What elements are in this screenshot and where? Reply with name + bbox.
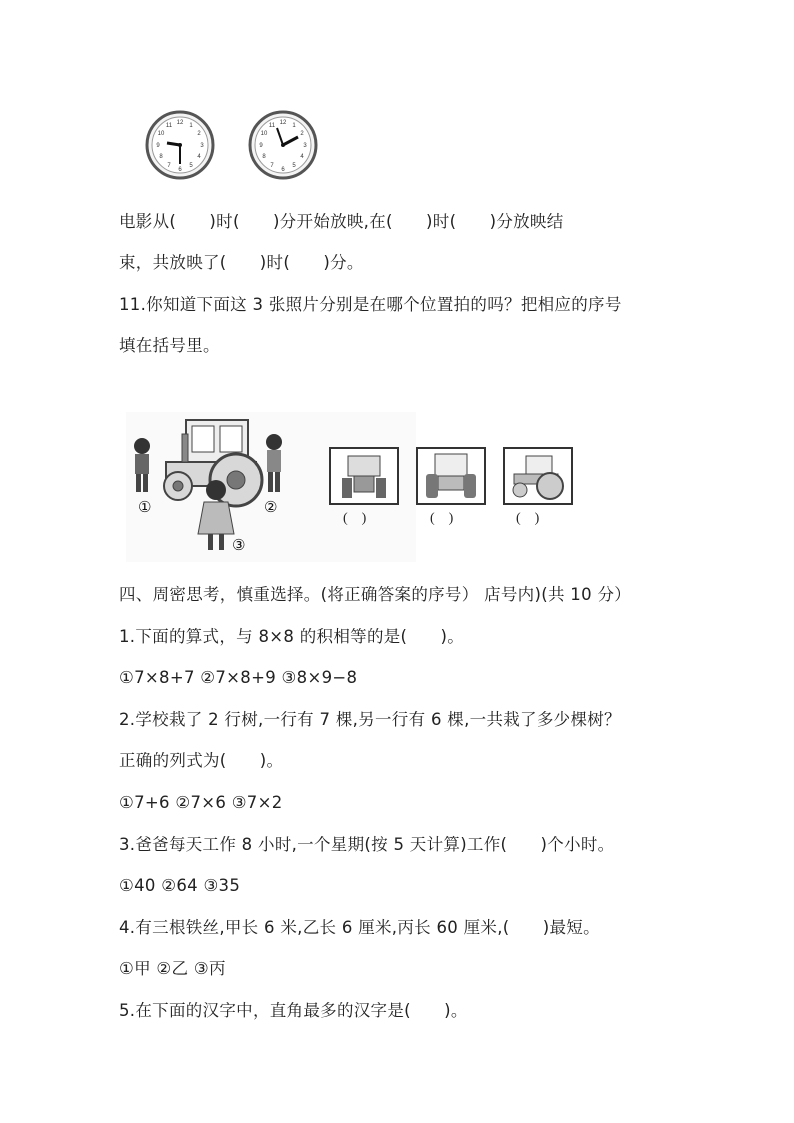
- photo-answer-blank-1[interactable]: ( ): [343, 511, 367, 526]
- svg-text:8: 8: [159, 154, 163, 160]
- q1-options: ①7×8+7 ②7×8+9 ③8×9−8: [119, 668, 358, 687]
- svg-text:11: 11: [268, 123, 276, 129]
- svg-text:6: 6: [178, 167, 182, 173]
- photo-side-view: [504, 448, 572, 504]
- q2-options: ①7+6 ②7×6 ③7×2: [119, 793, 283, 812]
- q4-options: ①甲 ②乙 ③丙: [119, 959, 226, 978]
- q3-options: ①40 ②64 ③35: [119, 876, 241, 895]
- photo-answer-blank-2[interactable]: ( ): [430, 511, 454, 526]
- svg-text:9: 9: [259, 143, 263, 149]
- svg-text:5: 5: [292, 163, 296, 169]
- svg-text:1: 1: [292, 123, 296, 129]
- photo-front-view: [330, 448, 398, 504]
- clocks-figure: [140, 98, 330, 192]
- svg-text:4: 4: [300, 154, 304, 160]
- svg-text:2: 2: [300, 131, 304, 137]
- svg-text:11: 11: [165, 123, 173, 129]
- photo-options-figure: [328, 446, 576, 508]
- svg-text:7: 7: [167, 163, 171, 169]
- q4-stem: 4.有三根铁丝,甲长 6 米,乙长 6 厘米,丙长 60 厘米,( )最短。: [119, 918, 600, 937]
- svg-text:10: 10: [157, 131, 165, 137]
- svg-text:8: 8: [262, 154, 266, 160]
- photo-back-view: [417, 448, 485, 504]
- svg-text:6: 6: [281, 167, 285, 173]
- svg-text:9: 9: [156, 143, 160, 149]
- svg-text:5: 5: [189, 163, 193, 169]
- svg-text:1: 1: [189, 123, 193, 129]
- position-label-2: ②: [264, 498, 278, 516]
- svg-text:3: 3: [303, 143, 307, 149]
- q11-line-1: 11.你知道下面这 3 张照片分别是在哪个位置拍的吗？把相应的序号: [119, 295, 622, 314]
- q10-line-2: 束，共放映了( )时( )分。: [119, 253, 364, 272]
- section-4-title: 四、周密思考，慎重选择。(将正确答案的序号） 店号内)(共 10 分）: [119, 585, 632, 604]
- position-label-3: ③: [232, 536, 246, 554]
- photo-answer-blank-3[interactable]: ( ): [516, 511, 540, 526]
- position-label-1: ①: [138, 498, 152, 516]
- svg-text:3: 3: [200, 143, 204, 149]
- q11-line-2: 填在括号里。: [119, 336, 220, 355]
- svg-text:4: 4: [197, 154, 201, 160]
- clock-start-icon: [147, 112, 213, 178]
- q1-stem: 1.下面的算式，与 8×8 的积相等的是( )。: [119, 627, 465, 646]
- svg-text:10: 10: [260, 131, 268, 137]
- svg-text:12: 12: [279, 120, 287, 126]
- q2-stem: 2.学校栽了 2 行树,一行有 7 棵,另一行有 6 棵,一共栽了多少棵树？: [119, 710, 621, 729]
- svg-text:12: 12: [176, 120, 184, 126]
- q3-stem: 3.爸爸每天工作 8 小时,一个星期(按 5 天计算)工作( )个小时。: [119, 835, 615, 854]
- svg-text:2: 2: [197, 131, 201, 137]
- clock-end-icon: [250, 112, 316, 178]
- svg-text:7: 7: [270, 163, 274, 169]
- q5-stem: 5.在下面的汉字中，直角最多的汉字是( )。: [119, 1001, 468, 1020]
- q2-stem-2: 正确的列式为( )。: [119, 751, 284, 770]
- q10-line-1: 电影从( )时( )分开始放映,在( )时( )分放映结: [119, 212, 564, 231]
